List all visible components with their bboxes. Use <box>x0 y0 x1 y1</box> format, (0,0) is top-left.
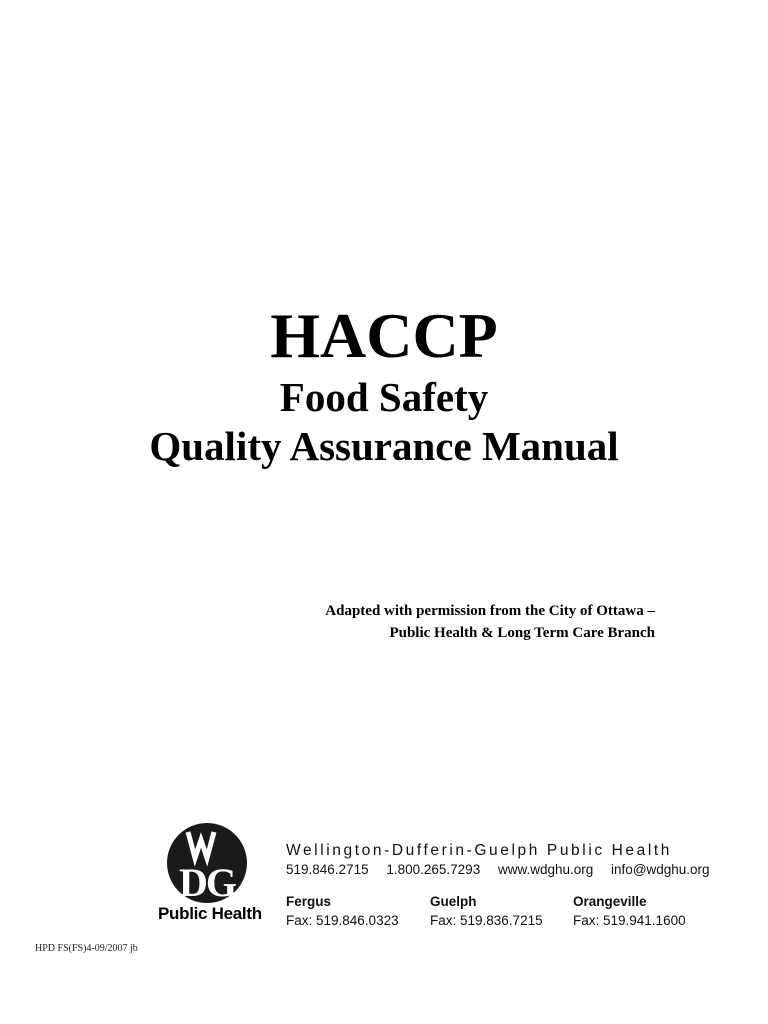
office-name: Guelph <box>430 894 477 909</box>
email-link[interactable]: info@wdghu.org <box>611 862 710 877</box>
office-guelph <box>430 892 543 931</box>
office-name: Fergus <box>286 894 332 909</box>
credit-line-1: Adapted with permission from the City of Ottawa – <box>325 603 655 619</box>
contact-line <box>286 862 724 877</box>
organization-name: Wellington-Dufferin-Guelph Public Health <box>286 842 673 859</box>
adaptation-credit <box>325 600 655 644</box>
svg-text:DG: DG <box>179 860 235 905</box>
office-fax: Fax: 519.941.1600 <box>573 913 686 928</box>
credit-line-2: Public Health & Long Term Care Branch <box>389 625 655 641</box>
office-fax: Fax: 519.846.0323 <box>286 913 399 928</box>
toll-free-phone: 1.800.265.7293 <box>386 862 481 877</box>
document-subtitle <box>0 373 768 471</box>
logo-caption: Public Health <box>158 904 262 923</box>
website-link[interactable]: www.wdghu.org <box>497 862 594 877</box>
subtitle-line-1: Food Safety <box>279 374 489 420</box>
office-fergus <box>286 892 399 931</box>
document-title: HACCP <box>270 300 498 371</box>
office-orangeville <box>573 892 686 931</box>
document-code: HPD FS(FS)4-09/2007 jb <box>35 943 138 954</box>
office-name: Orangeville <box>573 894 647 909</box>
footer-contact-block <box>150 810 710 935</box>
office-fax: Fax: 519.836.7215 <box>430 913 543 928</box>
main-phone: 519.846.2715 <box>286 862 369 877</box>
subtitle-line-2: Quality Assurance Manual <box>149 423 619 469</box>
